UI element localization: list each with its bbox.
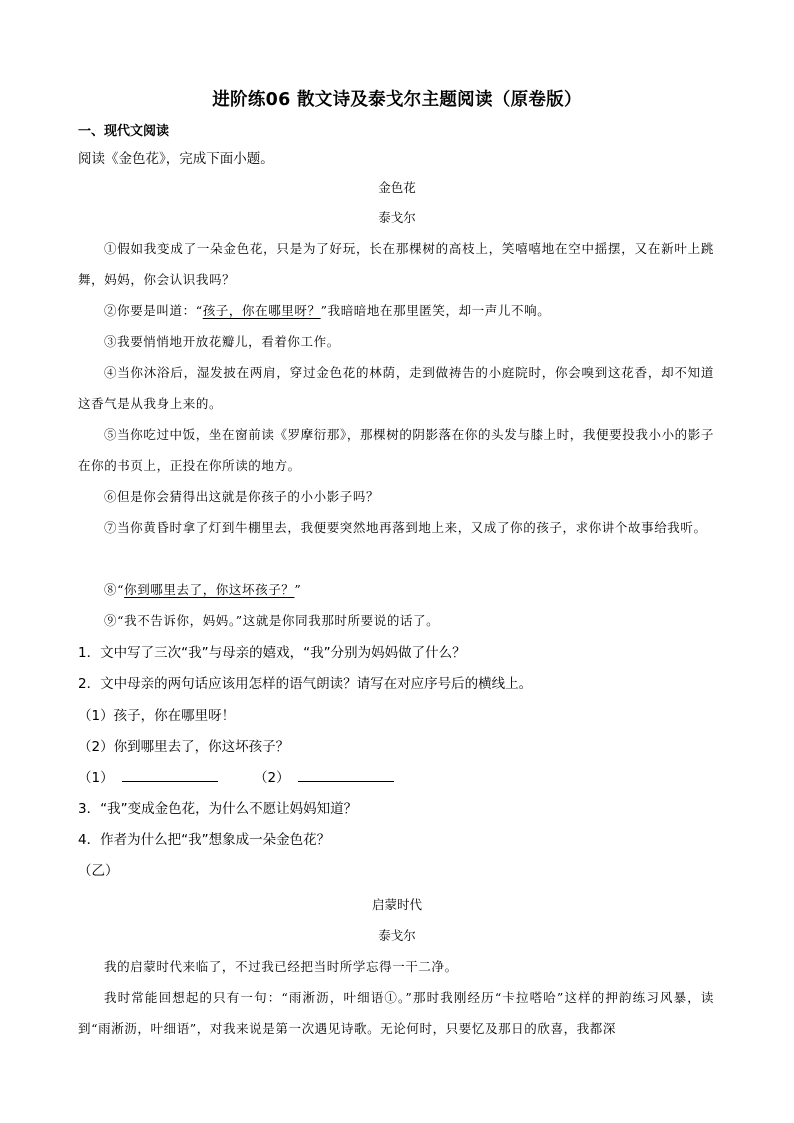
underlined-quote: 孩子，你在哪里呀？ [202, 303, 321, 318]
poem-paragraph-9: ⑨“我不告诉你，妈妈。”这就是你同我那时所要说的话了。 [104, 613, 440, 628]
poem-paragraph-7: ⑦当你黄昏时拿了灯到牛棚里去，我便要突然地再落到地上来，又成了你的孩子，求你讲个故事给我听。 [104, 520, 707, 535]
poem-paragraph-6: ⑥但是你会猜得出这就是你孩子的小小影子吗？ [104, 489, 380, 504]
section-heading: 一、现代文阅读 [78, 124, 170, 139]
answer-label: （2） [254, 770, 290, 786]
answer-blank[interactable] [122, 768, 218, 782]
essay-paragraph-1: 我的启蒙时代来临了，不过我已经把当时所学忘得一干二净。 [104, 959, 458, 974]
answer-label: （1） [78, 770, 114, 786]
question-2: 2．文中母亲的两句话应该用怎样的语气朗读？请写在对应序号后的横线上。 [78, 676, 533, 692]
document-title: 进阶练06 散文诗及泰戈尔主题阅读（原卷版） [212, 90, 582, 110]
paragraph-text: ” [294, 582, 302, 597]
poem-title: 启蒙时代 [371, 897, 422, 912]
poem-paragraph-5: ⑤当你吃过中饭，坐在窗前读《罗摩衍那》，那棵树的阴影落在你的头发与膝上时，我便要投我小小的影子在你的书页上，正投在你所读的地方。 [78, 427, 714, 473]
poem-paragraph-1: ①假如我变成了一朵金色花，只是为了好玩，长在那棵树的高枝上，笑嘻嘻地在空中摇摆，又在新叶上跳舞，妈妈，你会认识我吗？ [78, 241, 714, 287]
question-2-item-2: （2）你到哪里去了，你这坏孩子？ [78, 739, 290, 755]
poem-title: 金色花 [378, 180, 416, 195]
poem-paragraph-3: ③我要悄悄地开放花瓣儿，看着你工作。 [104, 334, 340, 349]
paragraph-text: ⑧“ [104, 582, 125, 597]
question-3: 3．“我”变成金色花，为什么不愿让妈妈知道？ [78, 801, 358, 817]
essay-paragraph-2: 我时常能回想起的只有一句：“雨淅沥，叶细语①。”那时我刚经历“卡拉嗒哈”这样的押韵练习风暴，读到“雨淅沥，叶细语”，对我来说是第一次遇见诗歌。无论何时，只要忆及那日的欣喜，我都深 [78, 990, 714, 1036]
answer-line-1[interactable] [78, 768, 218, 788]
reading-instruction: 阅读《金色花》，完成下面小题。 [78, 151, 274, 167]
question-1: 1．文中写了三次“我”与母亲的嬉戏，“我”分别为妈妈做了什么？ [78, 645, 466, 661]
poem-author: 泰戈尔 [378, 210, 416, 225]
answer-line-2[interactable] [254, 768, 394, 788]
underlined-quote: 你到哪里去了，你这坏孩子？ [124, 582, 295, 597]
question-4: 4．作者为什么把“我”想象成一朵金色花？ [78, 832, 331, 848]
poem-author: 泰戈尔 [378, 928, 416, 943]
part-label: （乙） [78, 863, 119, 879]
paragraph-text: ②你要是叫道：“ [104, 303, 203, 318]
poem-paragraph-2 [78, 295, 714, 326]
answer-blank[interactable] [298, 768, 394, 782]
poem-paragraph-8 [78, 574, 714, 605]
paragraph-text: ”我暗暗地在那里匿笑，却一声儿不响。 [320, 303, 551, 318]
question-2-item-1: （1）孩子，你在哪里呀！ [78, 708, 236, 724]
poem-paragraph-4: ④当你沐浴后，湿发披在两肩，穿过金色花的林荫，走到做祷告的小庭院时，你会嗅到这花香，却不知道这香气是从我身上来的。 [78, 365, 714, 411]
